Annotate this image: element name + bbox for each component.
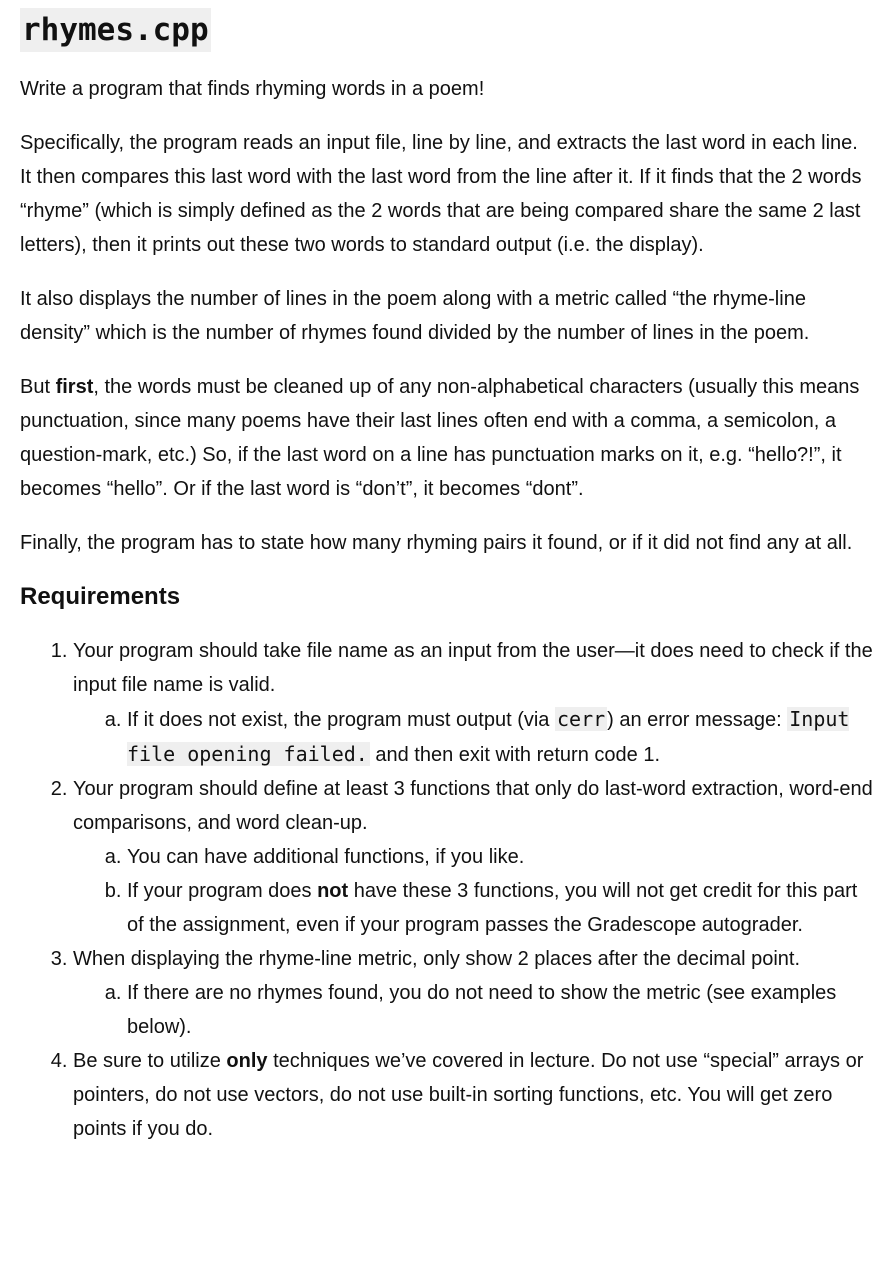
requirement-1-text: Your program should take file name as an input from the user—it does need to check if the input file name is valid. [73, 640, 873, 696]
finally-paragraph: Finally, the program has to state how many rhyming pairs it found, or if it did not find any at all. [20, 532, 853, 554]
requirement-4-bold-only: only [226, 1050, 268, 1072]
requirement-1a [127, 702, 874, 772]
intro-paragraph: Write a program that finds rhyming words in a poem! [20, 78, 485, 100]
requirement-1a-middle: ) an error message: [607, 709, 788, 731]
cleanup-bold-first: first [55, 376, 94, 398]
requirement-2 [73, 772, 874, 942]
requirement-2b-before: If your program does [127, 880, 318, 902]
requirement-1a-before: If it does not exist, the program must output (via [127, 709, 555, 731]
requirements-heading: Requirements [20, 583, 181, 610]
requirement-4 [73, 1044, 874, 1146]
cleanup-paragraph [20, 370, 874, 506]
cleanup-text-after: , the words must be cleaned up of any non-alphabetical characters (usually this means punctuation, since many poems have their last lines often end with a comma, a semicolon, a question-mark, etc.) So, if the last word on a line has punctuation marks on it, e.g. “hello?!”, it becomes “hello”. Or if the last word is “don’t”, it becomes “dont”. [20, 376, 860, 500]
requirement-1 [73, 634, 874, 772]
requirement-3 [73, 942, 874, 1044]
requirement-2a: a. You can have additional functions, if you like. [127, 840, 874, 874]
cerr-code: cerr [556, 707, 606, 731]
metric-paragraph: It also displays the number of lines in the poem along with a metric called “the rhyme-line density” which is the number of rhymes found divided by the number of lines in the poem. [20, 288, 810, 344]
requirement-3a: a. If there are no rhymes found, you do not need to show the metric (see examples below). [127, 976, 874, 1044]
requirement-2b [127, 874, 874, 942]
requirement-1-sublist [73, 702, 874, 772]
requirement-2b-after: have these 3 functions, you will not get credit for this part of the assignment, even if your program passes the Gradescope autograder. [127, 880, 858, 936]
requirement-3-sublist [73, 976, 874, 1044]
requirements-list [20, 634, 874, 1146]
cleanup-text-before: But [20, 376, 56, 398]
specifically-paragraph: Specifically, the program reads an input file, line by line, and extracts the last word in each line. It then compares this last word with the last word from the line after it. If it finds that the 2 words “rhyme” (which is simply defined as the 2 words that are being compared share the same 2 last letters), then it prints out these two words to standard output (i.e. the display). [20, 132, 862, 256]
requirement-2b-bold-not: not [317, 880, 349, 902]
error-message-code: Input file opening failed. [127, 707, 850, 766]
requirement-4-after: techniques we’ve covered in lecture. Do not use “special” arrays or pointers, do not use vectors, do not use built-in sorting functions, etc. You will get zero points if you do. [73, 1050, 864, 1140]
requirement-1a-after: and then exit with return code 1. [369, 744, 661, 766]
requirement-3-text: When displaying the rhyme-line metric, only show 2 places after the decimal point. [73, 948, 801, 970]
page-title: rhymes.cpp [20, 8, 211, 52]
requirement-2-text: Your program should define at least 3 functions that only do last-word extraction, word-end comparisons, and word clean-up. [73, 778, 873, 834]
requirement-2-sublist [73, 840, 874, 942]
requirement-4-before: Be sure to utilize [73, 1050, 227, 1072]
